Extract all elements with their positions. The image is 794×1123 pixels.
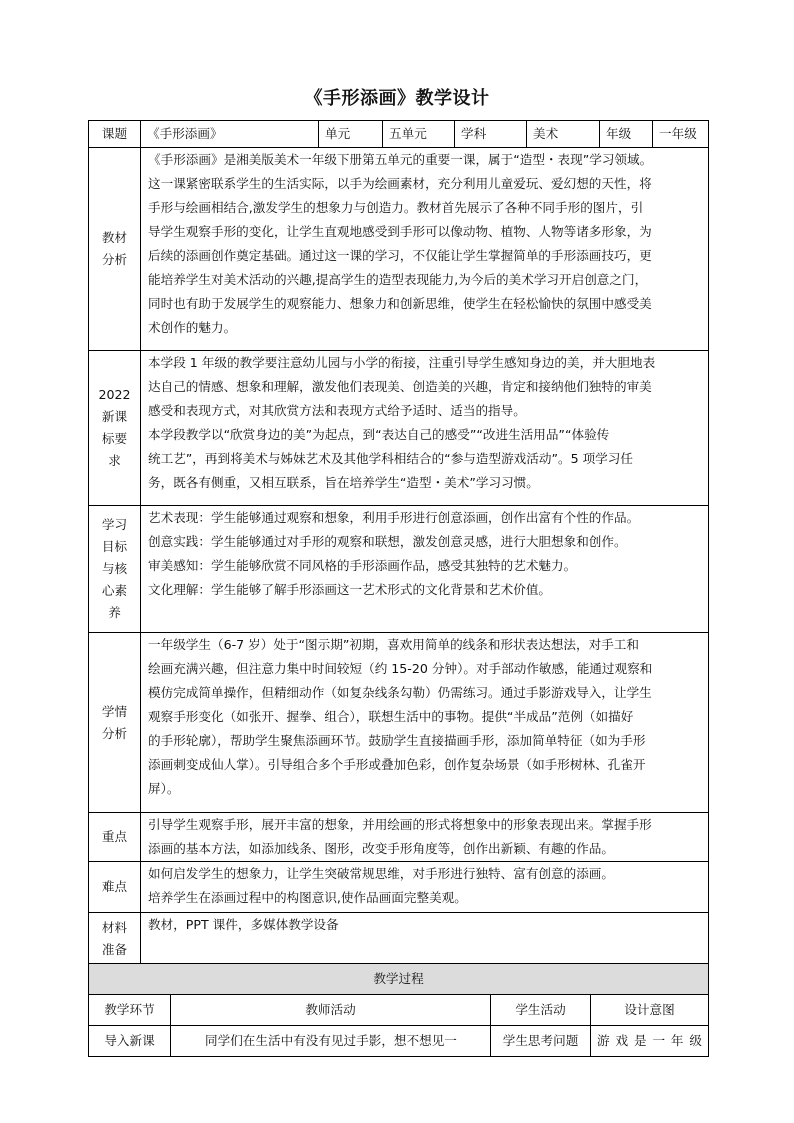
curriculum-standard-label: 2022 新课 标要 求 (89, 351, 141, 506)
learning-goals-row (89, 506, 709, 633)
table-row (89, 1026, 709, 1057)
teaching-process-table (88, 963, 709, 1057)
materials-label: 材料 准备 (89, 913, 141, 965)
student-activity-cell: 学生思考问题 (491, 1026, 591, 1057)
process-header-row (89, 995, 709, 1026)
header-row (89, 121, 709, 148)
unit-label: 单元 (319, 121, 383, 148)
column-header-student: 学生活动 (491, 995, 591, 1026)
process-band-row (89, 964, 709, 995)
student-analysis-content: 一年级学生（6-7 岁）处于“图示期”初期，喜欢用简单的线条和形状表达想法，对手工和 绘画充满兴趣，但注意力集中时间较短（约 15-20 分钟）。对手部动作敏感，能通过观察和 模仿完成简单操作，但精细动作（如复杂线条勾勒）仍需练习。通过手影游戏导入，让学生 观察手形变化（如张开、握拳、组合），联想生活中的事物。提供“半成品”范例（如描好 的手形轮廓），帮助学生聚焦添画环节。鼓励学生直接描画手形，添加简单特征（如为手形 添画刺变成仙人掌）。引导组合多个手形或叠加色彩，创作复杂场景（如手形树林、孔雀开 屏）。 (141, 633, 709, 813)
unit-value: 五单元 (383, 121, 455, 148)
material-analysis-content: 《手形添画》是湘美版美术一年级下册第五单元的重要一课，属于“造型・表现”学习领域。 这一课紧密联系学生的生活实际，以手为绘画素材，充分利用儿童爱玩、爱幻想的天性，将 手形与绘画相结合,激发学生的想象力与创造力。教材首先展示了各种不同手形的图片，引 导学生观察手形的变化，让学生直观地感受到手形可以像动物、植物、人物等诸多形象，为 后续的添画创作奠定基础。通过这一课的学习，不仅能让学生掌握简单的手形添画技巧，更 能培养学生对美术活动的兴趣,提高学生的造型表现能力,为今后的美术学习开启创意之门， 同时也有助于发展学生的观察能力、想象力和创新思维，使学生在轻松愉快的氛围中感受美 术创作的魅力。 (141, 148, 709, 351)
materials-row (89, 913, 709, 965)
material-analysis-row (89, 148, 709, 351)
process-band-title: 教学过程 (89, 964, 709, 995)
subject-label: 学科 (455, 121, 527, 148)
stage-cell: 导入新课 (89, 1026, 171, 1057)
column-header-intent: 设计意图 (591, 995, 709, 1026)
curriculum-standard-row (89, 351, 709, 506)
curriculum-standard-content: 本学段 1 年级的教学要注意幼儿园与小学的衔接，注重引导学生感知身边的美，并大胆地表 达自己的情感、想象和理解，激发他们表现美、创造美的兴趣，肯定和接纳他们独特的审美 感受和表现方式，对其欣赏方法和表现方式给予适时、适当的指导。 本学段教学以“欣赏身边的美”为起点，到“表达自己的感受”“改进生活用品”“体验传 统工艺”，再到将美术与姊妹艺术及其他学科相结合的“参与造型游戏活动”。5 项学习任 务，既各有侧重，又相互联系，旨在培养学生“造型・美术”学习习惯。 (141, 351, 709, 506)
grade-value: 一年级 (653, 121, 709, 148)
student-analysis-row (89, 633, 709, 813)
lesson-plan-table (88, 120, 709, 965)
key-points-row (89, 813, 709, 862)
key-points-content: 引导学生观察手形，展开丰富的想象，并用绘画的形式将想象中的形象表现出来。掌握手形 添画的基本方法，如添加线条、图形，改变手形角度等，创作出新颖、有趣的作品。 (141, 813, 709, 862)
document-title: 《手形添画》教学设计 (304, 88, 490, 109)
difficulties-row (89, 862, 709, 913)
grade-label: 年级 (600, 121, 653, 148)
teacher-activity-cell: 同学们在生活中有没有见过手影，想不想见一 (171, 1026, 491, 1057)
material-analysis-label: 教材 分析 (89, 148, 141, 351)
difficulties-label: 难点 (89, 862, 141, 913)
learning-goals-content: 艺术表现：学生能够通过观察和想象，利用手形进行创意添画，创作出富有个性的作品。 创意实践：学生能够通过对手形的观察和联想，激发创意灵感，进行大胆想象和创作。 审美感知：学生能够欣赏不同风格的手形添画作品，感受其独特的艺术魅力。 文化理解：学生能够了解手形添画这一艺术形式的文化背景和艺术价值。 (141, 506, 709, 633)
topic-value: 《手形添画》 (141, 121, 319, 148)
learning-goals-label: 学习 目标 与核 心素 养 (89, 506, 141, 633)
key-points-label: 重点 (89, 813, 141, 862)
subject-value: 美术 (527, 121, 600, 148)
student-analysis-label: 学情 分析 (89, 633, 141, 813)
column-header-teacher: 教师活动 (171, 995, 491, 1026)
topic-label: 课题 (89, 121, 141, 148)
design-intent-cell: 游戏是一年级 (591, 1026, 709, 1057)
difficulties-content: 如何启发学生的想象力，让学生突破常规思维，对手形进行独特、富有创意的添画。 培养学生在添画过程中的构图意识,使作品画面完整美观。 (141, 862, 709, 913)
materials-content: 教材，PPT 课件，多媒体教学设备 (141, 913, 709, 965)
column-header-stage: 教学环节 (89, 995, 171, 1026)
